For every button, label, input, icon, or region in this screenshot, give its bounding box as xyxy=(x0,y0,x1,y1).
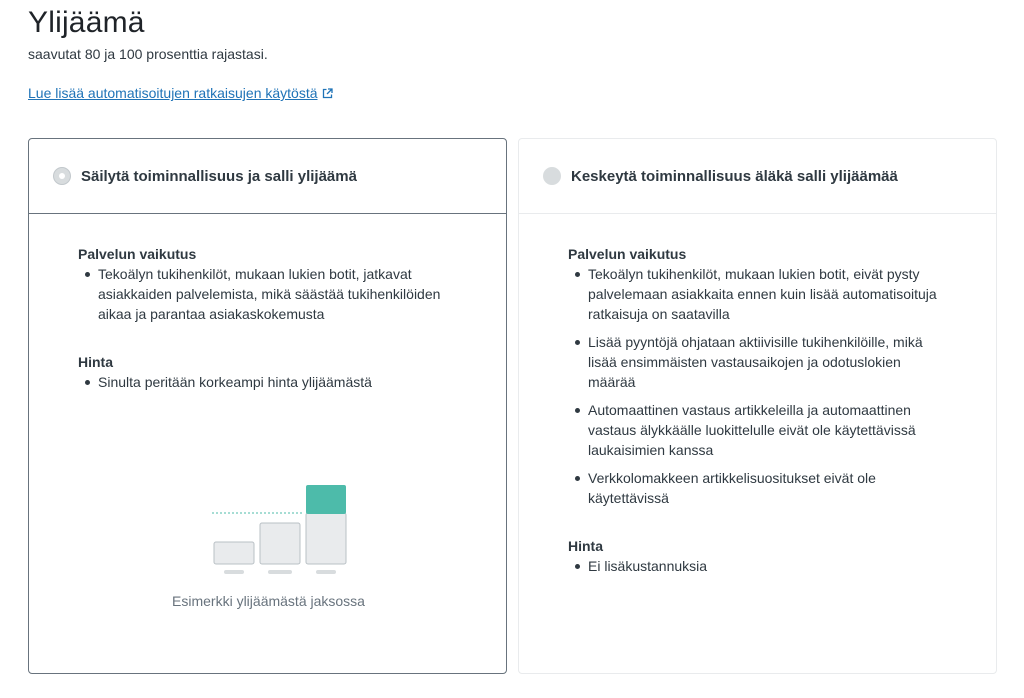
option-card-pause-functionality[interactable] xyxy=(518,138,997,674)
bar-label-placeholder xyxy=(268,570,292,574)
overage-bar-chart-illustration xyxy=(212,484,352,579)
bar-label-placeholder xyxy=(316,570,336,574)
list-item: Tekoälyn tukihenkilöt, mukaan lukien botit, eivät pysty palvelemaan asiakkaita ennen kuin lisää automatisoituja ratkaisuja on saatavilla xyxy=(568,264,947,324)
list-item: Verkkolomakkeen artikkelisuositukset eivät ole käytettävissä xyxy=(568,468,947,508)
option-title: Säilytä toiminnallisuus ja salli ylijäämä xyxy=(81,167,357,185)
learn-more-link-label: Lue lisää automatisoitujen ratkaisujen käytöstä xyxy=(28,85,318,101)
bar-label-placeholder xyxy=(224,570,244,574)
option-card-allow-overage[interactable] xyxy=(28,138,507,674)
bar-small xyxy=(214,542,254,564)
bar-overage xyxy=(306,485,346,514)
page-title: Ylijäämä xyxy=(28,6,145,39)
service-impact-heading: Palvelun vaikutus xyxy=(78,246,197,262)
price-heading: Hinta xyxy=(568,538,603,554)
service-impact-list xyxy=(78,264,457,324)
option-header-pause-functionality[interactable] xyxy=(519,139,996,214)
price-list xyxy=(78,372,457,392)
list-item: Automaattinen vastaus artikkeleilla ja automaattinen vastaus älykkäälle luokittelulle eivät ole käytettävissä laukaisimien kanssa xyxy=(568,400,947,460)
list-item: Sinulta peritään korkeampi hinta ylijäämästä xyxy=(78,372,457,392)
bar-large xyxy=(306,513,346,564)
list-item: Lisää pyyntöjä ohjataan aktiivisille tukihenkilöille, mikä lisää ensimmäisten vastausaikojen ja odotuslokien määrää xyxy=(568,332,947,392)
list-item: Tekoälyn tukihenkilöt, mukaan lukien botit, jatkavat asiakkaiden palvelemista, mikä säästää tukihenkilöiden aikaa ja parantaa asiakaskokemusta xyxy=(78,264,457,324)
price-heading: Hinta xyxy=(78,354,113,370)
list-item: Ei lisäkustannuksia xyxy=(568,556,947,576)
option-title: Keskeytä toiminnallisuus äläkä salli ylijäämää xyxy=(571,167,898,185)
radio-allow-overage[interactable] xyxy=(53,167,71,185)
option-header-allow-overage[interactable] xyxy=(29,139,506,214)
intro-text: saavutat 80 ja 100 prosenttia rajastasi. xyxy=(28,46,268,62)
option-body xyxy=(29,214,506,392)
bar-medium xyxy=(260,523,300,564)
service-impact-heading: Palvelun vaikutus xyxy=(568,246,687,262)
radio-pause-functionality[interactable] xyxy=(543,167,561,185)
illustration-caption: Esimerkki ylijäämästä jaksossa xyxy=(172,593,365,609)
learn-more-link[interactable] xyxy=(28,84,333,102)
external-link-icon xyxy=(322,88,333,99)
service-impact-list xyxy=(568,264,947,508)
price-list xyxy=(568,556,947,576)
option-body xyxy=(519,214,996,576)
